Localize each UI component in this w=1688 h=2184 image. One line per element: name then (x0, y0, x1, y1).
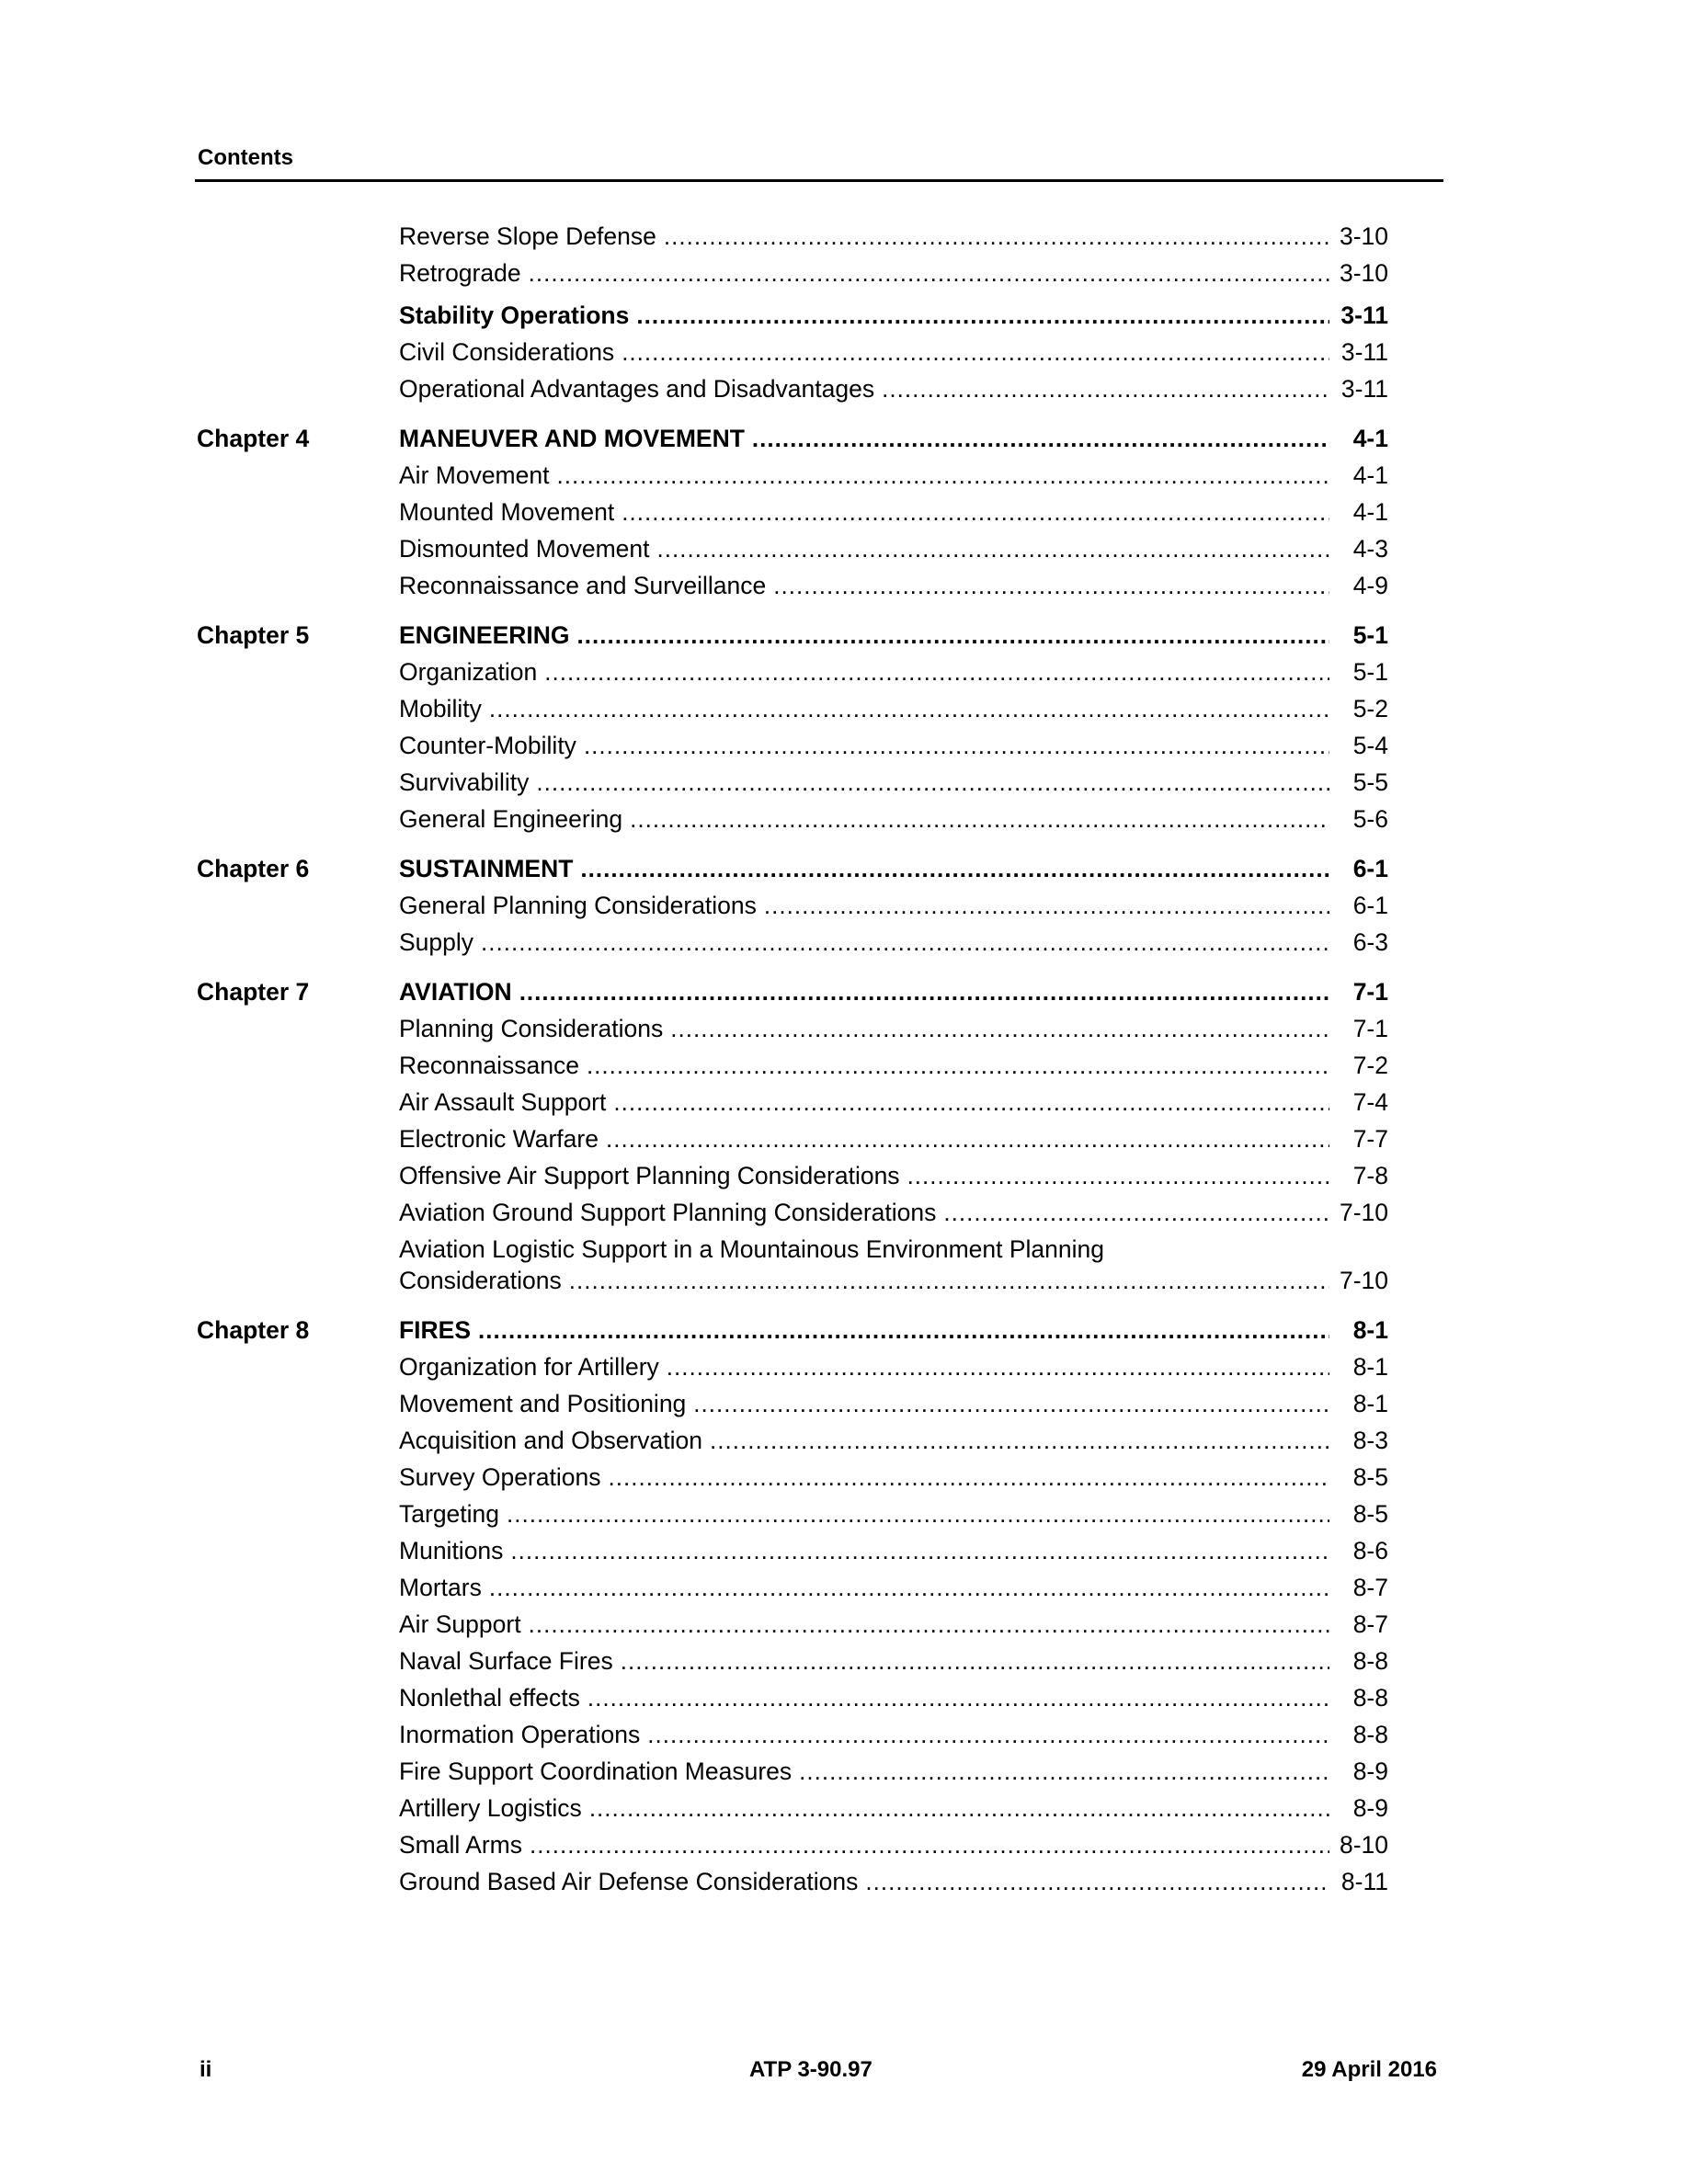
toc-page-number[interactable]: 8-9 (1352, 1794, 1388, 1822)
toc-entry-title[interactable]: Operational Advantages and Disadvantages (399, 375, 875, 403)
dot-leader (577, 617, 1329, 654)
toc-entry-row[interactable] (197, 1385, 1388, 1422)
toc-entry-title[interactable]: Artillery Logistics (399, 1794, 582, 1822)
toc-page-number[interactable]: 8-1 (1352, 1390, 1388, 1417)
toc-chapter-row[interactable] (197, 420, 1388, 457)
toc-entry-row[interactable] (197, 1348, 1388, 1385)
dot-leader (580, 850, 1329, 887)
toc-entry-title[interactable]: SUSTAINMENT (399, 855, 574, 882)
toc-page-number[interactable]: 7-8 (1352, 1162, 1388, 1189)
toc-page-number[interactable]: 5-2 (1352, 695, 1388, 722)
toc-page-number[interactable]: 8-6 (1352, 1537, 1388, 1564)
dot-leader (584, 727, 1329, 764)
header-rule (195, 179, 1443, 182)
toc-entry-title[interactable]: ENGINEERING (399, 621, 570, 649)
toc-entry-row[interactable] (197, 654, 1388, 690)
dot-leader (622, 494, 1329, 530)
dot-leader (606, 1120, 1329, 1157)
dot-leader (752, 420, 1329, 457)
toc-page-number[interactable]: 8-7 (1352, 1574, 1388, 1601)
toc-entry-title[interactable]: Reconnaissance (399, 1052, 579, 1079)
toc-entry-title[interactable]: Offensive Air Support Planning Considerations (399, 1162, 900, 1189)
toc-entry-row[interactable] (197, 1679, 1388, 1716)
toc-page-number[interactable]: 7-1 (1352, 978, 1388, 1006)
toc-chapter-label: Chapter 6 (197, 855, 310, 882)
dot-leader (489, 690, 1329, 727)
dot-leader (608, 1459, 1329, 1496)
dot-leader (656, 530, 1329, 567)
toc-page-number[interactable]: 3-11 (1340, 375, 1388, 403)
toc-page-number[interactable]: 8-7 (1352, 1610, 1388, 1638)
dot-leader (907, 1157, 1329, 1194)
toc-entry-row[interactable] (197, 1863, 1388, 1900)
toc-entry-row[interactable] (197, 887, 1388, 924)
dot-leader (587, 1679, 1329, 1716)
toc-entry-row[interactable] (197, 1262, 1388, 1299)
dot-leader (589, 1790, 1329, 1826)
toc-entry-row[interactable] (197, 801, 1388, 837)
toc-entry-title[interactable]: MANEUVER AND MOVEMENT (399, 425, 745, 452)
toc-entry-title[interactable]: Mobility (399, 695, 482, 722)
toc-page-number[interactable]: 5-1 (1352, 658, 1388, 686)
toc-page-number[interactable]: 3-11 (1340, 338, 1388, 366)
toc-entry-row[interactable] (197, 1422, 1388, 1459)
dot-leader (613, 1084, 1329, 1120)
toc-entry-title[interactable]: Inormation Operations (399, 1721, 641, 1748)
toc-entry-row[interactable] (197, 1826, 1388, 1863)
toc-page-number[interactable]: 8-1 (1352, 1316, 1388, 1344)
dot-leader (621, 1643, 1329, 1679)
footer-publication: ATP 3-90.97 (749, 2057, 873, 2082)
toc-chapter-row[interactable] (197, 1312, 1388, 1348)
dot-leader (519, 973, 1329, 1010)
dot-leader (799, 1753, 1329, 1790)
toc-chapter-label: Chapter 5 (197, 621, 310, 649)
toc-page-number[interactable]: 8-1 (1352, 1353, 1388, 1381)
toc-entry-title[interactable]: FIRES (399, 1316, 472, 1344)
toc-entry-title[interactable]: Nonlethal effects (399, 1684, 580, 1712)
toc-entry-title[interactable]: Survivability (399, 768, 530, 796)
toc-entry-title[interactable]: Supply (399, 928, 474, 956)
toc-page-number[interactable]: 8-5 (1352, 1463, 1388, 1491)
toc-entry-title[interactable]: Reconnaissance and Surveillance (399, 572, 767, 599)
toc-entry-title[interactable]: Civil Considerations (399, 338, 615, 366)
toc-entry-title[interactable]: Naval Surface Fires (399, 1647, 613, 1675)
dot-leader (693, 1385, 1329, 1422)
toc-chapter-row[interactable] (197, 850, 1388, 887)
toc-entry-title[interactable]: Organization for Artillery (399, 1353, 659, 1381)
dot-leader (667, 1348, 1329, 1385)
toc-entry-row[interactable] (197, 924, 1388, 961)
toc-entry-row[interactable] (197, 1606, 1388, 1643)
toc-entry-title[interactable]: Considerations (399, 1267, 562, 1294)
toc-entry-title[interactable]: Air Assault Support (399, 1088, 607, 1116)
toc-entry-row[interactable] (197, 457, 1388, 494)
toc-page-number[interactable]: 6-3 (1352, 928, 1388, 956)
toc-entry-row[interactable] (197, 567, 1388, 604)
toc-page-number[interactable]: 4-9 (1352, 572, 1388, 599)
toc-entry-title[interactable]: Targeting (399, 1500, 500, 1528)
dot-leader (510, 1532, 1329, 1569)
dot-leader (622, 334, 1329, 370)
toc-entry-title[interactable]: Organization (399, 658, 538, 686)
toc-entry-row[interactable] (197, 334, 1388, 370)
toc-entry-title[interactable]: Ground Based Air Defense Considerations (399, 1868, 859, 1895)
dot-leader (478, 1312, 1329, 1348)
toc-entry-row[interactable] (197, 1231, 1388, 1262)
toc-entry-title[interactable]: Mortars (399, 1574, 482, 1601)
toc-chapter-row[interactable] (197, 973, 1388, 1010)
dot-leader (764, 887, 1329, 924)
toc-page-number[interactable]: 6-1 (1352, 855, 1388, 882)
toc-chapter-label: Chapter 4 (197, 425, 310, 452)
toc-page-number[interactable]: 3-10 (1339, 259, 1388, 287)
toc-entry-row[interactable] (197, 1643, 1388, 1679)
toc-entry-title[interactable]: Retrograde (399, 259, 521, 287)
toc-page-number[interactable]: 3-11 (1340, 301, 1388, 329)
running-head: Contents (198, 145, 293, 170)
table-of-contents (197, 218, 1388, 1900)
toc-entry-row[interactable] (197, 1753, 1388, 1790)
toc-entry-title[interactable]: Acquisition and Observation (399, 1427, 702, 1454)
toc-page-number[interactable]: 5-4 (1352, 732, 1388, 759)
toc-page-number[interactable]: 6-1 (1352, 892, 1388, 919)
toc-entry-row[interactable] (197, 494, 1388, 530)
toc-entry-title[interactable]: General Engineering (399, 805, 623, 833)
toc-page-number[interactable]: 8-8 (1352, 1721, 1388, 1748)
toc-entry-row[interactable] (197, 1532, 1388, 1569)
dot-leader (481, 924, 1329, 961)
toc-entry-title[interactable]: Reverse Slope Defense (399, 222, 656, 250)
toc-entry-title[interactable]: Electronic Warfare (399, 1125, 599, 1153)
toc-page-number[interactable]: 4-3 (1352, 535, 1388, 563)
toc-page-number[interactable]: 8-10 (1339, 1831, 1388, 1859)
dot-leader (489, 1569, 1329, 1606)
dot-leader (882, 370, 1329, 407)
toc-entry-title[interactable]: Aviation Ground Support Planning Considerations (399, 1199, 937, 1226)
dot-leader (530, 1826, 1329, 1863)
toc-entry-title[interactable]: Survey Operations (399, 1463, 601, 1491)
toc-entry-row[interactable] (197, 530, 1388, 567)
dot-leader (710, 1422, 1329, 1459)
toc-entry-title[interactable]: Munitions (399, 1537, 504, 1564)
toc-entry-title[interactable]: Small Arms (399, 1831, 522, 1859)
dot-leader (529, 255, 1329, 291)
toc-entry-row[interactable] (197, 1157, 1388, 1194)
toc-page-number[interactable]: 8-8 (1352, 1647, 1388, 1675)
dot-leader (664, 218, 1329, 255)
toc-entry-row[interactable] (197, 1194, 1388, 1231)
dot-leader (630, 801, 1329, 837)
toc-entry-title[interactable]: Stability Operations (399, 301, 630, 329)
toc-page-number[interactable]: 7-1 (1352, 1015, 1388, 1042)
toc-entry-title[interactable]: Counter-Mobility (399, 732, 576, 759)
dot-leader (670, 1010, 1329, 1047)
toc-page-number[interactable]: 8-8 (1352, 1684, 1388, 1712)
toc-entry-row[interactable] (197, 218, 1388, 255)
toc-entry-row[interactable] (197, 370, 1388, 407)
toc-page-number[interactable]: 5-6 (1352, 805, 1388, 833)
toc-entry-row[interactable] (197, 1047, 1388, 1084)
toc-page-number[interactable]: 7-10 (1339, 1199, 1388, 1226)
toc-page-number[interactable]: 8-5 (1352, 1500, 1388, 1528)
toc-entry-title[interactable]: Aviation Logistic Support in a Mountainous Environment Planning (399, 1235, 1105, 1263)
dot-leader (529, 1606, 1329, 1643)
toc-entry-title[interactable]: AVIATION (399, 978, 512, 1006)
dot-leader (569, 1262, 1329, 1299)
toc-entry-title[interactable]: Air Support (399, 1610, 521, 1638)
toc-page-number[interactable]: 7-7 (1352, 1125, 1388, 1153)
footer-page-number: ii (200, 2057, 212, 2082)
toc-section-row[interactable] (197, 297, 1388, 334)
toc-entry-row[interactable] (197, 1790, 1388, 1826)
toc-entry-row[interactable] (197, 1716, 1388, 1753)
toc-entry-row[interactable] (197, 1569, 1388, 1606)
dot-leader (556, 457, 1329, 494)
toc-entry-title[interactable]: General Planning Considerations (399, 892, 757, 919)
toc-entry-title[interactable]: Mounted Movement (399, 498, 615, 526)
dot-leader (773, 567, 1329, 604)
toc-entry-title[interactable]: Planning Considerations (399, 1015, 664, 1042)
toc-page-number[interactable]: 4-1 (1352, 425, 1388, 452)
dot-leader (865, 1863, 1329, 1900)
dot-leader (544, 654, 1329, 690)
dot-leader (587, 1047, 1329, 1084)
toc-page-number[interactable]: 3-10 (1339, 222, 1388, 250)
footer-date: 29 April 2016 (1301, 2057, 1437, 2082)
toc-entry-row[interactable] (197, 690, 1388, 727)
toc-page-number[interactable]: 5-1 (1352, 621, 1388, 649)
toc-entry-title[interactable]: Movement and Positioning (399, 1390, 687, 1417)
toc-page-number[interactable]: 7-2 (1352, 1052, 1388, 1079)
toc-chapter-label: Chapter 7 (197, 978, 310, 1006)
toc-entry-row[interactable] (197, 255, 1388, 291)
toc-entry-title[interactable]: Fire Support Coordination Measures (399, 1757, 793, 1785)
toc-page-number[interactable]: 4-1 (1352, 461, 1388, 489)
toc-page-number[interactable]: 4-1 (1352, 498, 1388, 526)
toc-entry-row[interactable] (197, 727, 1388, 764)
dot-leader (636, 297, 1329, 334)
dot-leader (943, 1194, 1329, 1231)
toc-entry-title[interactable]: Dismounted Movement (399, 535, 650, 563)
dot-leader (507, 1496, 1329, 1532)
toc-entry-row[interactable] (197, 1010, 1388, 1047)
toc-entry-row[interactable] (197, 1496, 1388, 1532)
toc-page-number[interactable]: 5-5 (1352, 768, 1388, 796)
dot-leader (647, 1716, 1329, 1753)
toc-page-number[interactable]: 8-11 (1340, 1868, 1388, 1895)
toc-chapter-label: Chapter 8 (197, 1316, 310, 1344)
dot-leader (536, 764, 1329, 801)
toc-page-number[interactable]: 7-10 (1339, 1267, 1388, 1294)
toc-page-number[interactable]: 8-3 (1352, 1427, 1388, 1454)
toc-page-number[interactable]: 7-4 (1352, 1088, 1388, 1116)
toc-entry-row[interactable] (197, 764, 1388, 801)
toc-entry-row[interactable] (197, 1459, 1388, 1496)
toc-chapter-row[interactable] (197, 617, 1388, 654)
toc-entry-title[interactable]: Air Movement (399, 461, 550, 489)
toc-entry-row[interactable] (197, 1084, 1388, 1120)
toc-entry-row[interactable] (197, 1120, 1388, 1157)
toc-page-number[interactable]: 8-9 (1352, 1757, 1388, 1785)
